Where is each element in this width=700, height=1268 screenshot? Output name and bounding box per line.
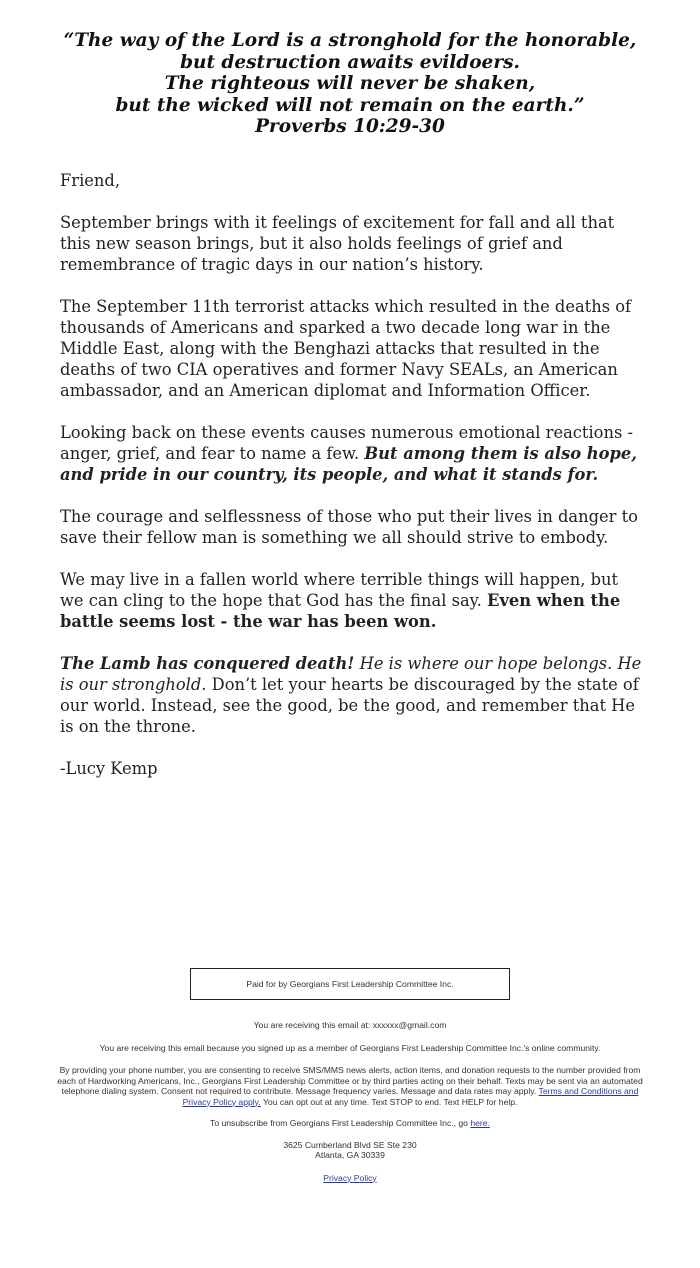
letter-body — [60, 170, 645, 800]
sms-consent-notice — [55, 1065, 645, 1107]
greeting: Friend, — [60, 171, 121, 190]
paragraph — [60, 653, 645, 737]
paragraph: The courage and selflessness of those who put their lives in danger to save their fellow man is something we all should strive to embody. — [60, 507, 638, 547]
paid-for-disclaimer — [190, 968, 510, 1000]
paragraph: The September 11th terrorist attacks which resulted in the deaths of thousands of Americans and sparked a two decade long war in the Middle East, along with the Benghazi attacks that resulted in the deaths of two CIA operatives and former Navy SEALs, an American ambassador, and an American diplomat and Information Officer. — [60, 297, 632, 400]
quote-line: “The way of the Lord is a stronghold for the honorable, — [63, 30, 637, 51]
paragraph-text: . Don’t let your hearts be discouraged by the state of our world. Instead, see the good, be the good, and remember that He is on the throne. — [60, 675, 639, 736]
quote-line: but the wicked will not remain on the earth.” — [115, 94, 585, 116]
address-line: 3625 Cumberland Blvd SE Ste 230 — [283, 1139, 417, 1150]
unsubscribe-text: To unsubscribe from Georgians First Leadership Committee Inc., go — [210, 1118, 471, 1128]
paragraph — [60, 422, 645, 485]
unsubscribe-notice — [0, 1118, 700, 1129]
paragraph-text: Looking back on these events causes numerous emotional reactions - anger, grief, and fear to name a few. — [60, 423, 633, 463]
privacy-policy-row — [0, 1173, 700, 1184]
emphasis-text: The Lamb has conquered death! — [60, 654, 355, 673]
unsubscribe-link[interactable]: here. — [470, 1118, 490, 1128]
receiving-email-notice: You are receiving this email at: xxxxxx@gmail.com — [253, 1020, 447, 1030]
paragraph — [60, 569, 645, 632]
paragraph: September brings with it feelings of excitement for fall and all that this new season brings, but it also holds feelings of grief and remembrance of tragic days in our nation’s history. — [60, 213, 615, 274]
emphasis-text: Even when the battle seems lost - the war has been won. — [60, 591, 621, 631]
scripture-quote — [0, 30, 700, 138]
consent-tail: You can opt out at any time. Text STOP to end. Text HELP for help. — [260, 1096, 518, 1107]
privacy-policy-link[interactable]: Privacy Policy — [323, 1172, 377, 1183]
paid-for-text: Paid for by Georgians First Leadership Committee Inc. — [246, 978, 454, 989]
emphasis-text: But among them is also hope, and pride in our country, its people, and what it stands for. — [60, 444, 637, 484]
signature: -Lucy Kemp — [60, 759, 158, 778]
consent-text: By providing your phone number, you are consenting to receive SMS/MMS news alerts, action items, and donation requests to the number provided from each of Hardworking Americans, Inc., Georgians First Leadership Committee or by third parties acting on their behalf. Texts may be sent via an automated telephone dialing system. Consent not required to contribute. Message frequency varies. Message and data rates may apply. — [57, 1065, 643, 1096]
member-notice: You are receiving this email because you signed up as a member of Georgians First Leadership Committee Inc.'s online community. — [99, 1042, 601, 1053]
quote-citation: Proverbs 10:29-30 — [255, 116, 445, 137]
paragraph-text: We may live in a fallen world where terrible things will happen, but we can cling to the hope that God has the final say. — [60, 570, 619, 610]
email-footer — [0, 968, 700, 1183]
mailing-address — [0, 1140, 700, 1161]
address-line: Atlanta, GA 30339 — [315, 1150, 385, 1160]
terms-privacy-link[interactable]: Terms and Conditions and Privacy Policy apply. — [182, 1086, 639, 1107]
quote-line: The righteous will never be shaken, — [164, 73, 536, 94]
italic-text: He is where our hope belongs. He is our stronghold — [60, 654, 642, 694]
quote-line: but destruction awaits evildoers. — [180, 51, 520, 73]
